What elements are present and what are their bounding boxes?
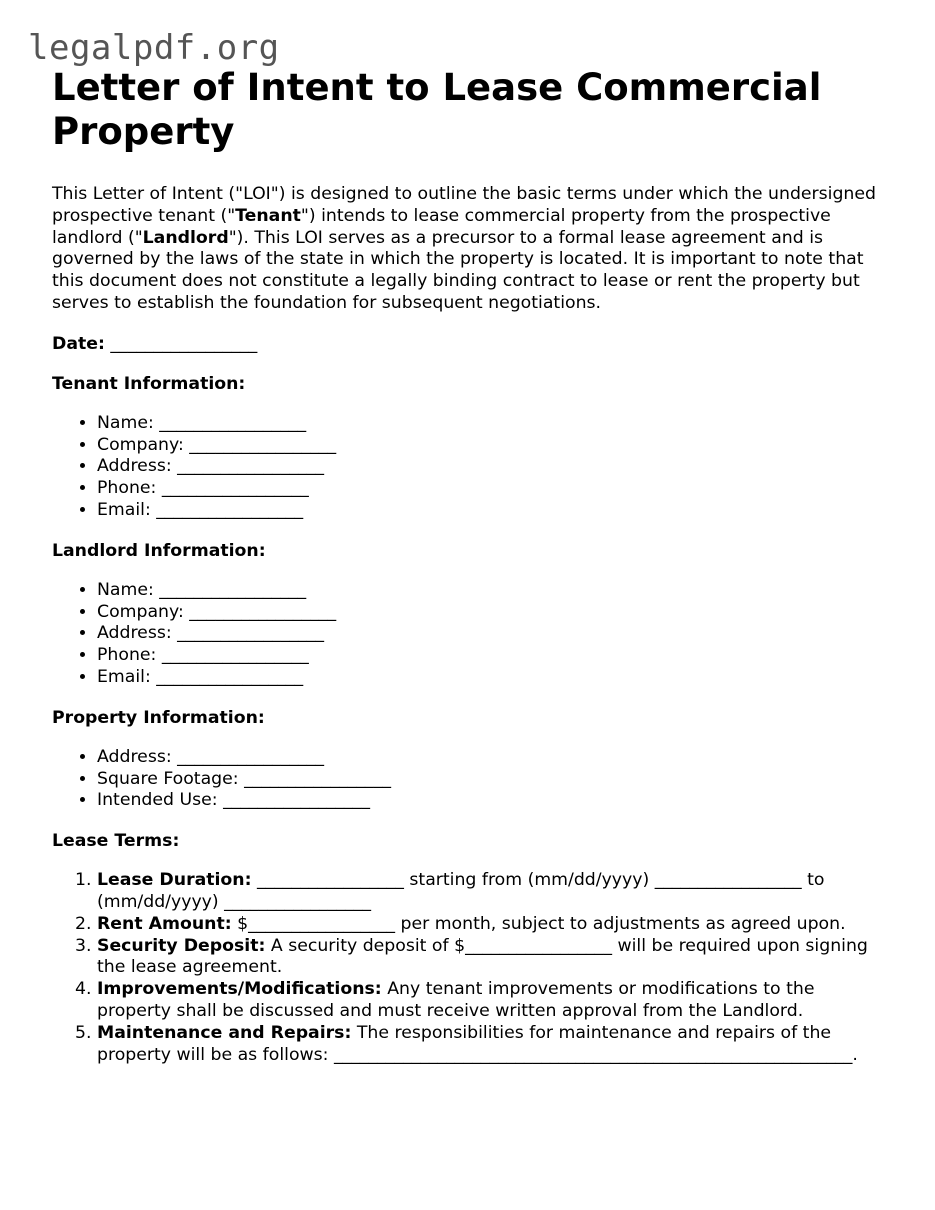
intro-tenant-term: Tenant (235, 205, 301, 226)
lease-terms-heading: Lease Terms: (52, 831, 180, 852)
lease-duration-text: _________________ starting from (mm/dd/yyyy) _________________ to (mm/dd/yyyy) _________________ (97, 870, 825, 912)
security-deposit-label: Security Deposit: (97, 935, 266, 956)
tenant-name-field[interactable]: • Name: _________________ (97, 413, 892, 435)
improvements-item (97, 979, 892, 1023)
intro-landlord-term: Landlord (142, 227, 229, 248)
improvements-label: Improvements/Modifications: (97, 979, 382, 1000)
landlord-email-field[interactable]: • Email: _________________ (97, 667, 892, 689)
maintenance-text: The responsibilities for maintenance and repairs of the property will be as follows: ____________________________________________________________. (97, 1022, 858, 1065)
property-info-heading: Property Information: (52, 707, 265, 728)
maintenance-item[interactable] (97, 1023, 892, 1067)
property-info-list (52, 747, 892, 812)
property-intended-use-field[interactable]: • Intended Use: _________________ (97, 790, 892, 812)
landlord-info-list (52, 580, 892, 689)
security-deposit-text: A security deposit of $_________________ will be required upon signing the lease agreement. (97, 935, 868, 978)
tenant-company-field[interactable]: • Company: _________________ (97, 435, 892, 457)
tenant-phone-field[interactable]: • Phone: _________________ (97, 478, 892, 500)
maintenance-label: Maintenance and Repairs: (97, 1022, 352, 1043)
date-field[interactable] (52, 333, 892, 355)
lease-duration-item[interactable] (97, 870, 892, 914)
intro-text-1: This Letter of Intent ("LOI") is designed to outline the basic terms under which the undersigned prospective tenant (" (52, 184, 876, 226)
rent-amount-item[interactable] (97, 914, 892, 936)
intro-text-2: ") intends to lease commercial property from the prospective landlord (" (52, 205, 831, 248)
lease-terms-list (52, 870, 892, 1066)
page-title: Letter of Intent to Lease Commercial Property (52, 66, 822, 153)
tenant-email-field[interactable]: • Email: _________________ (97, 500, 892, 522)
improvements-text: Any tenant improvements or modifications to the property shall be discussed and must receive written approval from the Landlord. (97, 979, 815, 1021)
landlord-name-field[interactable]: • Name: _________________ (97, 580, 892, 602)
landlord-phone-field[interactable]: • Phone: _________________ (97, 645, 892, 667)
landlord-address-field[interactable]: • Address: _________________ (97, 623, 892, 645)
intro-text-3: "). This LOI serves as a precursor to a formal lease agreement and is governed by the laws of the state in which the property is located. It is important to note that this document does not constitute a legally binding contract to lease or rent the property but serves to establish the foundation for subsequent negotiations. (52, 227, 864, 313)
date-blank[interactable]: _________________ (110, 333, 258, 354)
rent-amount-label: Rent Amount: (97, 913, 232, 934)
date-label: Date: (52, 333, 105, 354)
watermark: legalpdf.org (28, 28, 280, 68)
lease-duration-label: Lease Duration: (97, 870, 252, 891)
rent-amount-text: $_________________ per month, subject to adjustments as agreed upon. (231, 913, 846, 934)
intro-paragraph (52, 184, 892, 315)
landlord-company-field[interactable]: • Company: _________________ (97, 602, 892, 624)
tenant-address-field[interactable]: • Address: _________________ (97, 456, 892, 478)
document (52, 66, 892, 1084)
tenant-info-list (52, 413, 892, 522)
property-square-footage-field[interactable]: • Square Footage: _________________ (97, 769, 892, 791)
landlord-info-heading: Landlord Information: (52, 540, 266, 561)
tenant-info-heading: Tenant Information: (52, 373, 246, 394)
security-deposit-item[interactable] (97, 936, 892, 980)
property-address-field[interactable]: • Address: _________________ (97, 747, 892, 769)
